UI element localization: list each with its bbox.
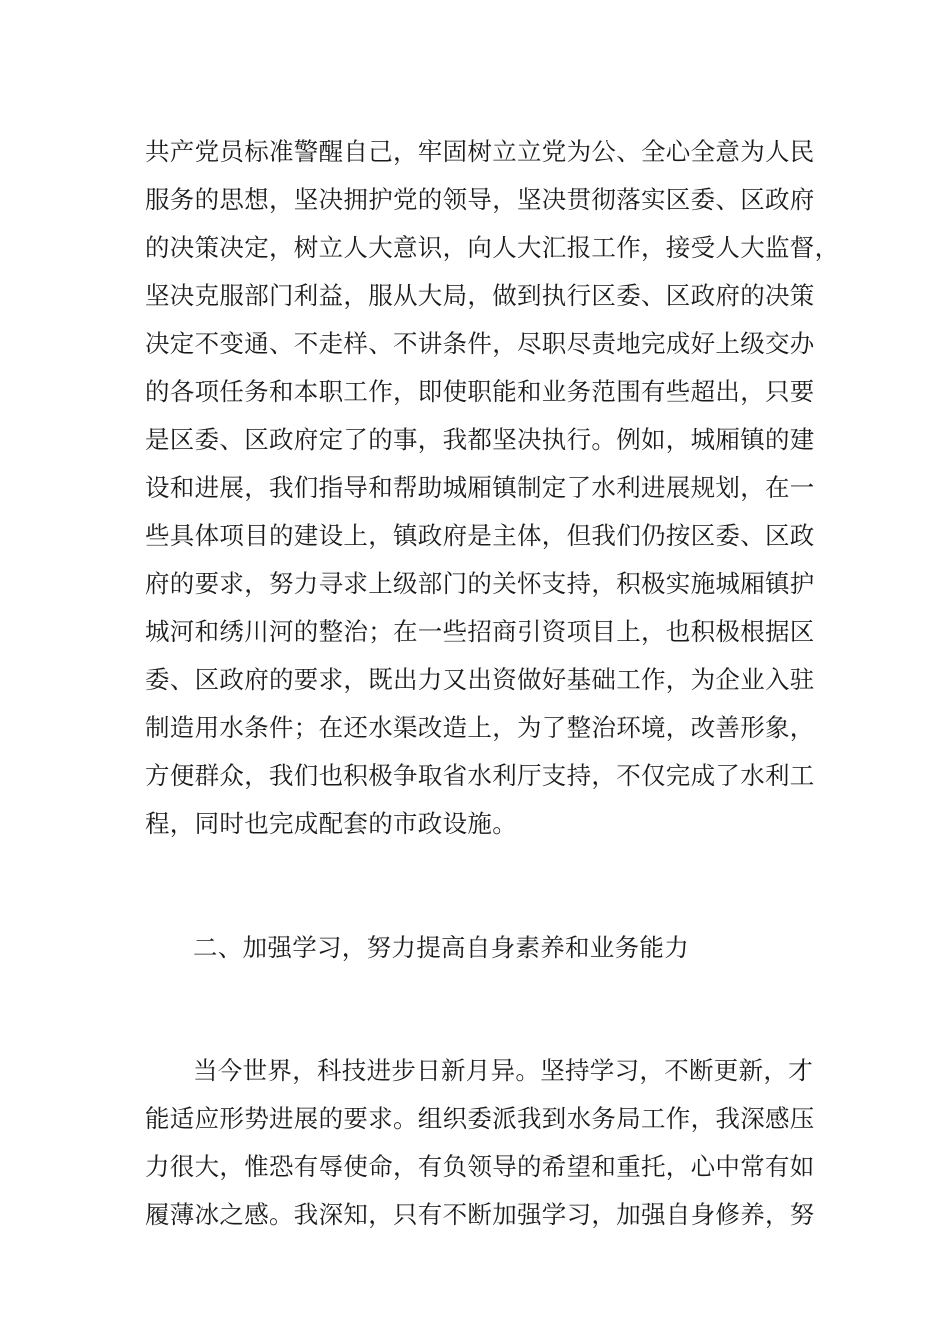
paragraph-line: 力很大，惟恐有辱使命，有负领导的希望和重托，心中常有如 bbox=[145, 1152, 815, 1181]
paragraph-line: 委、区政府的要求，既出力又出资做好基础工作，为企业入驻 bbox=[145, 665, 815, 694]
paragraph-line: 设和进展，我们指导和帮助城厢镇制定了水利进展规划，在一 bbox=[145, 473, 815, 502]
paragraph-line: 的决策决定，树立人大意识，向人大汇报工作，接受人大监督， bbox=[145, 233, 840, 262]
paragraph-line: 共产党员标准警醒自己，牢固树立立党为公、全心全意为人民 bbox=[145, 137, 815, 166]
paragraph-line: 坚决克服部门利益，服从大局，做到执行区委、区政府的决策 bbox=[145, 281, 815, 310]
paragraph-line: 能适应形势进展的要求。组织委派我到水务局工作，我深感压 bbox=[145, 1104, 815, 1133]
paragraph-line: 程，同时也完成配套的市政设施。 bbox=[145, 809, 517, 838]
paragraph-line: 是区委、区政府定了的事，我都坚决执行。例如，城厢镇的建 bbox=[145, 425, 815, 454]
paragraph-line: 制造用水条件；在还水渠改造上，为了整治环境，改善形象， bbox=[145, 713, 815, 742]
paragraph-line: 方便群众，我们也积极争取省水利厅支持，不仅完成了水利工 bbox=[145, 761, 815, 790]
paragraph-line: 城河和绣川河的整治；在一些招商引资项目上，也积极根据区 bbox=[145, 617, 815, 646]
paragraph-line: 些具体项目的建设上，镇政府是主体，但我们仍按区委、区政 bbox=[145, 521, 815, 550]
paragraph-line: 当今世界，科技进步日新月异。坚持学习，不断更新，才 bbox=[193, 1056, 813, 1085]
paragraph-line: 履薄冰之感。我深知，只有不断加强学习，加强自身修养，努 bbox=[145, 1200, 815, 1229]
paragraph-line: 府的要求，努力寻求上级部门的关怀支持，积极实施城厢镇护 bbox=[145, 569, 815, 598]
paragraph-line: 的各项任务和本职工作，即使职能和业务范围有些超出，只要 bbox=[145, 377, 815, 406]
paragraph-line: 服务的思想，坚决拥护党的领导，坚决贯彻落实区委、区政府 bbox=[145, 185, 815, 214]
paragraph-line: 决定不变通、不走样、不讲条件，尽职尽责地完成好上级交办 bbox=[145, 329, 815, 358]
section-heading: 二、加强学习，努力提高自身素养和业务能力 bbox=[193, 933, 689, 962]
